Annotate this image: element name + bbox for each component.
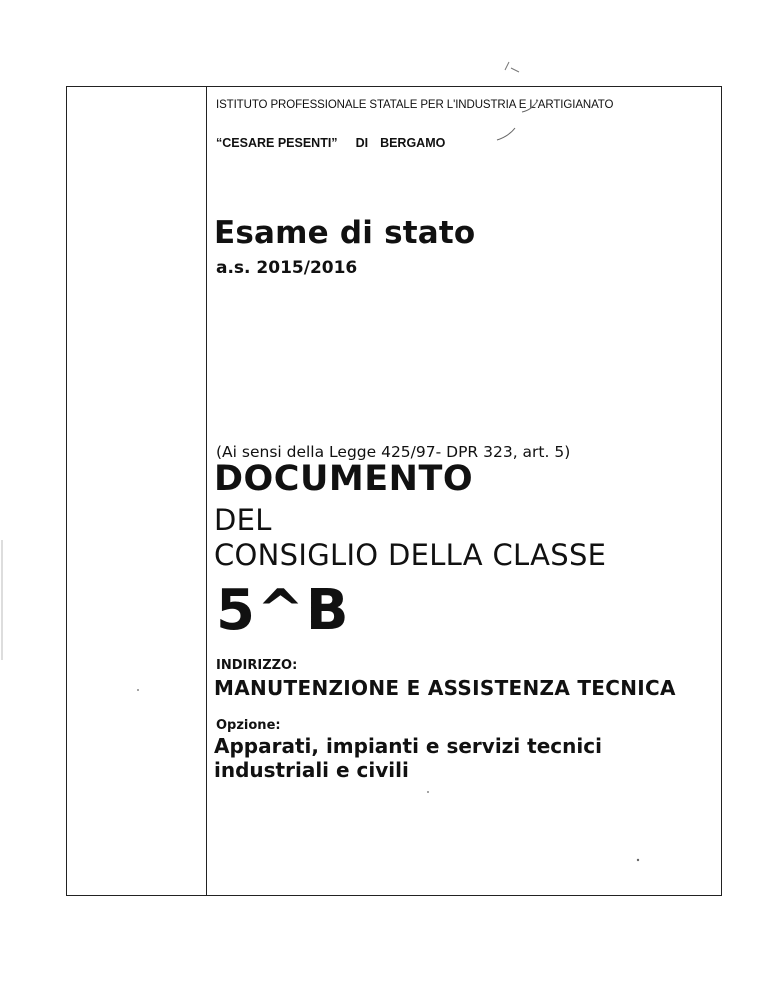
opzione-label: Opzione: xyxy=(216,718,281,733)
exam-title: Esame di stato xyxy=(214,215,476,251)
school-name: “CESARE PESENTI” xyxy=(216,136,338,150)
class-name: 5^B xyxy=(216,578,351,643)
opzione-line-1: Apparati, impianti e servizi tecnici xyxy=(214,734,602,758)
indirizzo-value: MANUTENZIONE E ASSISTENZA TECNICA xyxy=(214,676,676,700)
opzione-line-2: industriali e civili xyxy=(214,758,409,782)
school-year: a.s. 2015/2016 xyxy=(216,258,358,278)
pen-mark-header xyxy=(522,100,538,112)
school-di: DI xyxy=(355,136,369,150)
legal-reference: (Ai sensi della Legge 425/97- DPR 323, art. 5) xyxy=(216,443,571,461)
scan-dot xyxy=(427,791,429,793)
pen-mark-top xyxy=(505,62,519,72)
document-line-del: DEL xyxy=(214,503,272,537)
school-city: BERGAMO xyxy=(380,136,446,150)
document-title: DOCUMENTO xyxy=(214,459,474,499)
scan-dot xyxy=(637,859,639,861)
document-line-consiglio: CONSIGLIO DELLA CLASSE xyxy=(214,538,607,572)
institute-line: ISTITUTO PROFESSIONALE STATALE PER L'INDUSTRIA E L'ARTIGIANATO xyxy=(216,99,614,111)
pen-mark-name xyxy=(497,128,515,140)
indirizzo-label: INDIRIZZO: xyxy=(216,658,298,673)
scan-dot xyxy=(137,689,139,691)
